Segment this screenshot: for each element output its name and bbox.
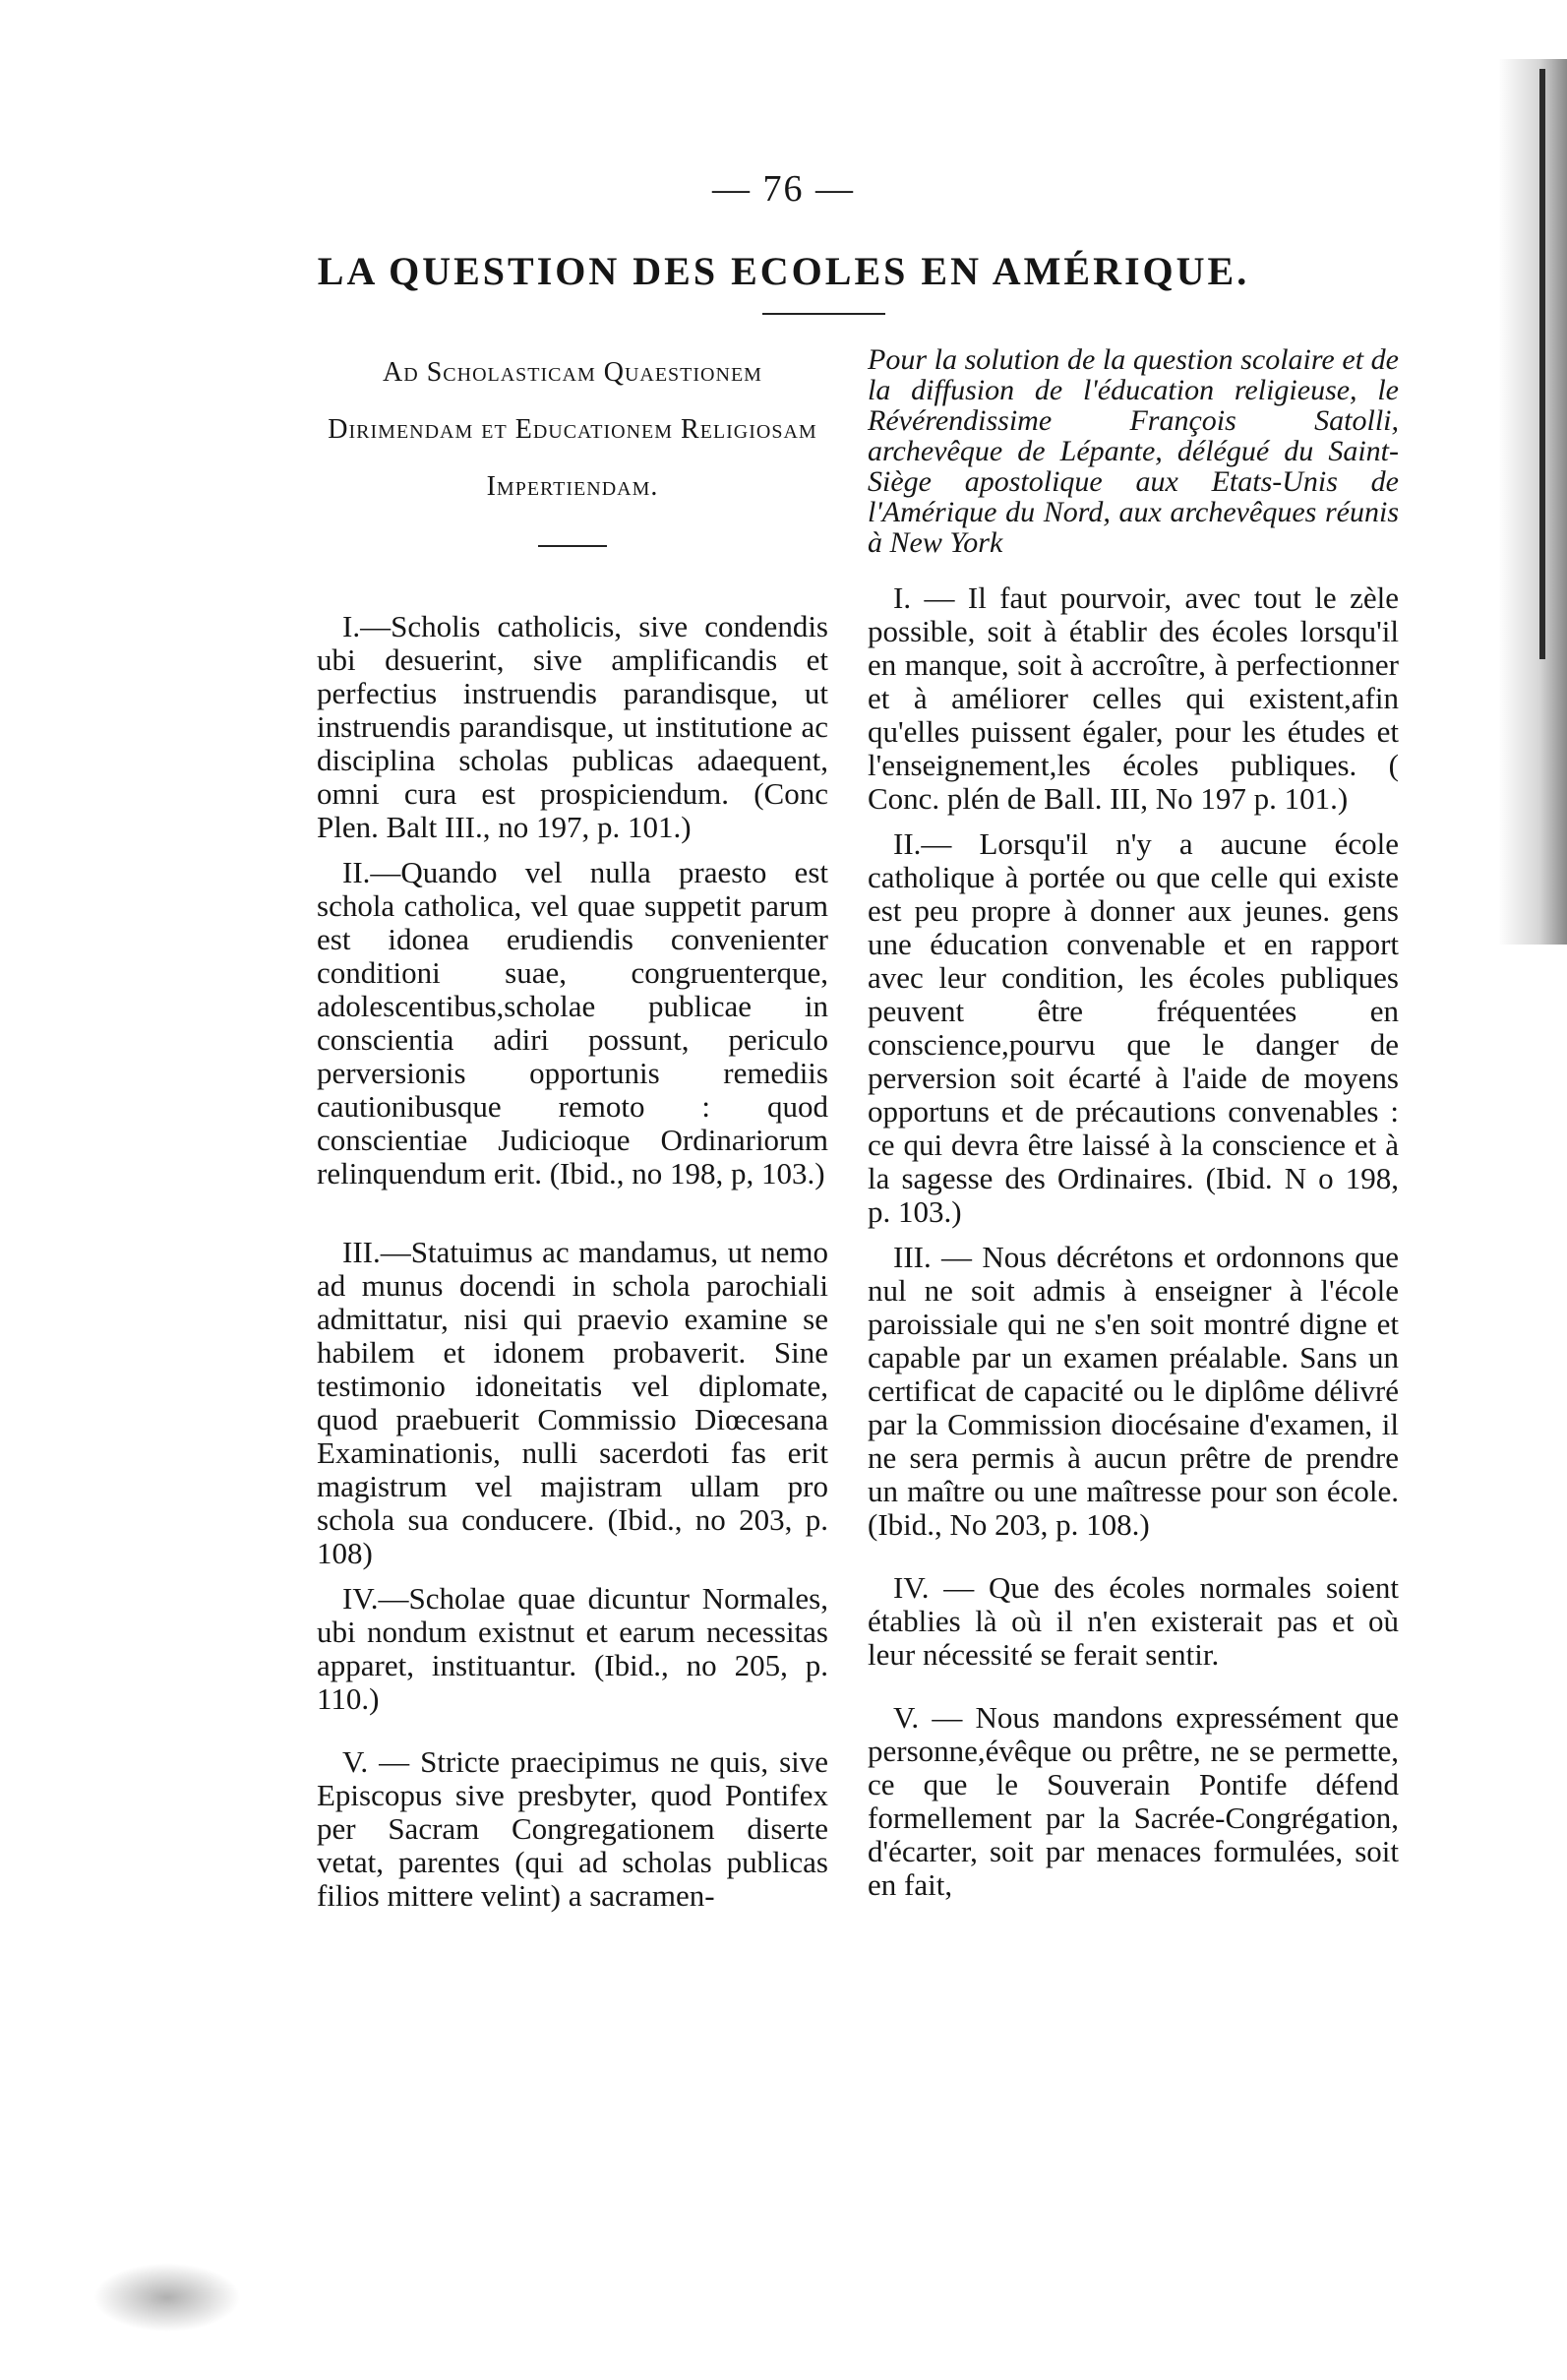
latin-paragraph-1: I.—Scholis catholicis, sive condendis ubi desuerint, sive amplificandis et perfectius instruendis parandisque, ut instruendis parandisque, ut institutione ac disciplina scholas publicas adaequent, omni cura est prospiciendum. (Conc Plen. Balt III., no 197, p. 101.) [317,609,828,844]
page-number: — 76 — [712,168,855,210]
french-paragraph-2: II.— Lorsqu'il n'y a aucune école catholique à portée ou que celle qui existe est peu propre à donner aux jeunes. gens une éducation convenable et en rapport avec leur condition, les écoles publiques peuvent être fréquentées en conscience,pourvu que le danger de perversion soit écarté à l'aide de moyens opportuns et de précautions convenables : ce qui devra être laissé à la conscience et à la sagesse des Ordinaires. (Ibid. N o 198, p. 103.) [868,826,1399,1229]
latin-heading-divider [538,545,607,547]
latin-paragraph-4: IV.—Scholae quae dicuntur Normales, ubi nondum existnut et earum necessitas apparet, instituantur. (Ibid., no 205, p. 110.) [317,1581,828,1716]
latin-paragraph-5: V. — Stricte praecipimus ne quis, sive Episcopus sive presbyter, quod Pontifex per Sacram Congregationem diserte vetat, parentes (qui ad scholas publicas filios mittere velint) a sacramen- [317,1744,828,1913]
latin-column [317,344,828,1924]
french-paragraph-4: IV. — Que des écoles normales soient établies là où il n'en existerait pas et où leur nécessité se ferait sentir. [868,1570,1399,1672]
french-paragraph-3: III. — Nous décrétons et ordonnons que nul ne soit admis à enseigner à l'école paroissiale qui ne s'en soit montré digne et capable par un examen préalable. Sans un certificat de capacité ou le diplôme délivré par la Commission diocésaine d'examen, il ne sera permis à aucun prêtre de prendre un maître ou une maîtresse pour son école. (Ibid., No 203, p. 108.) [868,1240,1399,1542]
scan-smudge [93,2263,241,2332]
french-paragraph-5: V. — Nous mandons expressément que personne,évêque ou prêtre, ne se permette, ce que le Souverain Pontife défend formellement par la Sacrée-Congrégation, d'écarter, soit par menaces formulées, soit en fait, [868,1700,1399,1902]
page-title: LA QUESTION DES ECOLES EN AMÉRIQUE. [317,249,1250,293]
scan-binding-edge [1539,69,1545,659]
latin-paragraph-2: II.—Quando vel nulla praesto est schola catholica, vel quae suppetit parum est idonea erudiendis convenienter conditioni suae, congruenterque, adolescentibus,scholae publicae in conscientia adiri possunt, periculo perversionis opportunis remediis cautionibusque remoto : quod conscientiae Judicioque Ordinariorum relinquendum erit. (Ibid., no 198, p, 103.) [317,855,828,1190]
french-paragraph-1: I. — Il faut pourvoir, avec tout le zèle possible, soit à établir des écoles lorsqu'il en manque, soit à accroître, à perfectionner et à améliorer celles qui existent,afin qu'elles puissent égaler, pour les études et l'enseignement,les écoles publiques. ( Conc. plén de Ball. III, No 197 p. 101.) [868,580,1399,816]
french-column [868,344,1399,1914]
french-heading: Pour la solution de la question scolaire et de la diffusion de l'éducation religieuse, le Révérendissime François Satolli, archevêque de Lépante, délégué du Saint-Siège apostolique aux Etats-Unis de l'Amérique du Nord, aux archevêques réunis à New York [868,343,1399,559]
latin-heading: Ad Scholasticam Quaestionem Dirimendam et Educationem Religiosam Impertiendam. [328,357,817,502]
title-divider [762,313,885,315]
latin-paragraph-3: III.—Statuimus ac mandamus, ut nemo ad munus docendi in schola parochiali admittatur, nisi qui praevio examine se habilem et idonem probaverit. Sine testimonio idoneitatis vel diplomate, quod praebuerit Commissio Diœcesana Examinationis, nulli sacerdoti fas erit magistrum vel majistram ullam pro schola sua conducere. (Ibid., no 203, p. 108) [317,1235,828,1570]
